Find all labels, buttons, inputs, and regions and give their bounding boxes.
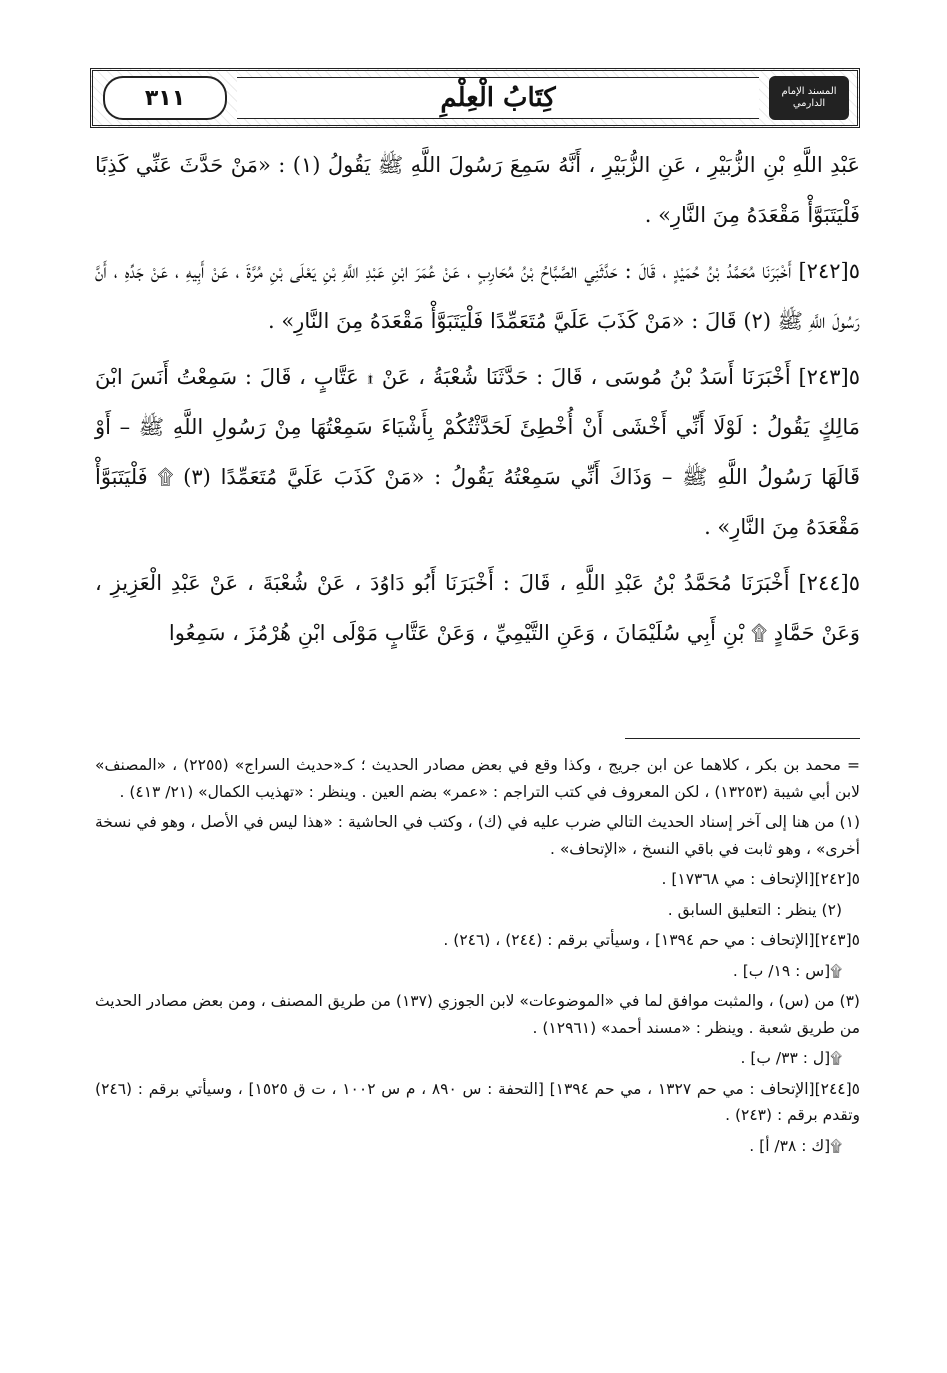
chapter-title: كِتَابُ الْعِلْمِ — [237, 77, 759, 119]
footnote-manuscript-l: ۩[ل : ٣٣/ ب] . — [740, 1049, 842, 1067]
hadith-continuation: عَبْدِ اللَّهِ بْنِ الزُّبَيْرِ ، عَنِ الزُّبَيْرِ ، أَنَّهُ سَمِعَ رَسُولَ اللَّهِ ﷺ يَقُولُ (١) : «مَنْ حَدَّثَ عَنِّي كَذِبًا فَلْيَتَبَوَّأْ مَقْعَدَهُ مِنَ النَّارِ» . — [95, 153, 860, 227]
footnote-separator — [625, 738, 860, 739]
hadith-244: ٥[٢٤٤] أَخْبَرَنَا مُحَمَّدُ بْنُ عَبْدِ اللَّهِ ، قَالَ : أَخْبَرَنَا أَبُو دَاوُدَ ، عَنْ شُعْبَةَ ، عَنْ عَبْدِ الْعَزِيزِ ، وَعَنْ حَمَّادٍ ۩ بْنِ أَبِي سُلَيْمَانَ ، وَعَنِ التَّيْمِيِّ ، وَعَنْ عَتَّابٍ مَوْلَى ابْنِ هُرْمُزَ ، سَمِعُوا — [95, 571, 860, 645]
hadith-243: ٥[٢٤٣] أَخْبَرَنَا أَسَدُ بْنُ مُوسَى ، قَالَ : حَدَّثَنَا شُعْبَةُ ، عَنْ ۩ عَتَّابٍ ، قَالَ : سَمِعْتُ أَنَسَ ابْنَ مَالِكٍ يَقُولُ : لَوْلَا أَنِّي أَخْشَى أَنْ أُخْطِئَ لَحَدَّثْتُكُمْ بِأَشْيَاءَ سَمِعْتُهَا مِنْ رَسُولِ اللَّهِ ﷺ – أَوْ قَالَهَا رَسُولُ اللَّهِ ﷺ – وَذَاكَ أَنِّي سَمِعْتُهُ يَقُولُ : «مَنْ كَذَبَ عَلَيَّ مُتَعَمِّدًا (٣) ۩ فَلْيَتَبَوَّأْ مَقْعَدَهُ مِنَ النَّارِ» . — [95, 365, 860, 539]
footnote-1: (١) من هنا إلى آخر إسناد الحديث التالي ضرب عليه في (ك) ، وكتب في الحاشية : «هذا ليس في الأصل ، وهو في نسخة أخرى» ، وهو ثابت في باقي النسخ ، «الإتحاف» . — [95, 813, 860, 858]
footnote-ref-243: ٥[٢٤٣][الإتحاف : مي حم ١٣٩٤] ، وسيأتي برقم : (٢٤٤) ، (٢٤٦) . — [443, 931, 860, 949]
footnote-manuscript-s: ۩[س : ١٩/ ب] . — [732, 961, 842, 980]
footnote-ref-244: ٥[٢٤٤][الإتحاف : مي حم ١٣٢٧ ، مي حم ١٣٩٤] [التحفة : س ٨٩٠ ، م س ١٠٠٢ ، ت ق ١٥٢٥] ، وسيأتي برقم : (٢٤٦) وتقدم برقم : (٢٤٣) . — [95, 1079, 860, 1124]
book-logo: المسند الإمام الدارمي — [769, 76, 849, 120]
main-text — [95, 140, 860, 664]
hadith-242: ٥[٢٤٢] أَخْبَرَنَا مُحَمَّدُ بْنُ حُمَيْدٍ ، قَالَ : حَدَّثَنِي الصَّبَّاحُ بْنُ مُحَارِبٍ ، عَنْ عُمَرَ ابْنِ عَبْدِ اللَّهِ بْنِ يَعْلَى بْنِ مُرَّةَ ، عَنْ أَبِيهِ ، عَنْ جَدِّهِ ، أَنَّ رَسُولَ اللَّهِ ﷺ (٢) قَالَ : «مَنْ كَذَبَ عَلَيَّ مُتَعَمِّدًا فَلْيَتَبَوَّأْ مَقْعَدَهُ مِنَ النَّارِ» . — [95, 259, 860, 333]
footnote-2: (٢) ينظر : التعليق السابق . — [667, 900, 842, 919]
footnote-continued: = محمد بن بكر ، كلاهما عن ابن جريج ، وكذا وقع في بعض مصادر الحديث ؛ كـ«حديث السراج» (٢٢٥٥) ، «المصنف» لابن أبي شيبة (١٣٢٥٣) ، لكن المعروف في كتب التراجم : «عمر» بضم العين . وينظر : «تهذيب الكمال» (٢١/ ٤١٣) . — [95, 756, 861, 801]
footnote-3: (٣) من (س) ، والمثبت موافق لما في «الموضوعات» لابن الجوزي (١٣٧) من طريق المصنف ، ومن بعض مصادر الحديث من طريق شعبة . وينظر : «مسند أحمد» (١٢٩٦١) . — [95, 992, 860, 1037]
footnote-manuscript-k: ۩[ك : ٣٨/ أ] . — [749, 1136, 842, 1155]
footnote-ref-242: ٥[٢٤٢][الإتحاف : مي ١٧٣٦٨] . — [661, 870, 860, 888]
page-number: ٣١١ — [103, 76, 227, 120]
footnotes — [95, 752, 860, 1163]
page-header — [90, 68, 860, 128]
